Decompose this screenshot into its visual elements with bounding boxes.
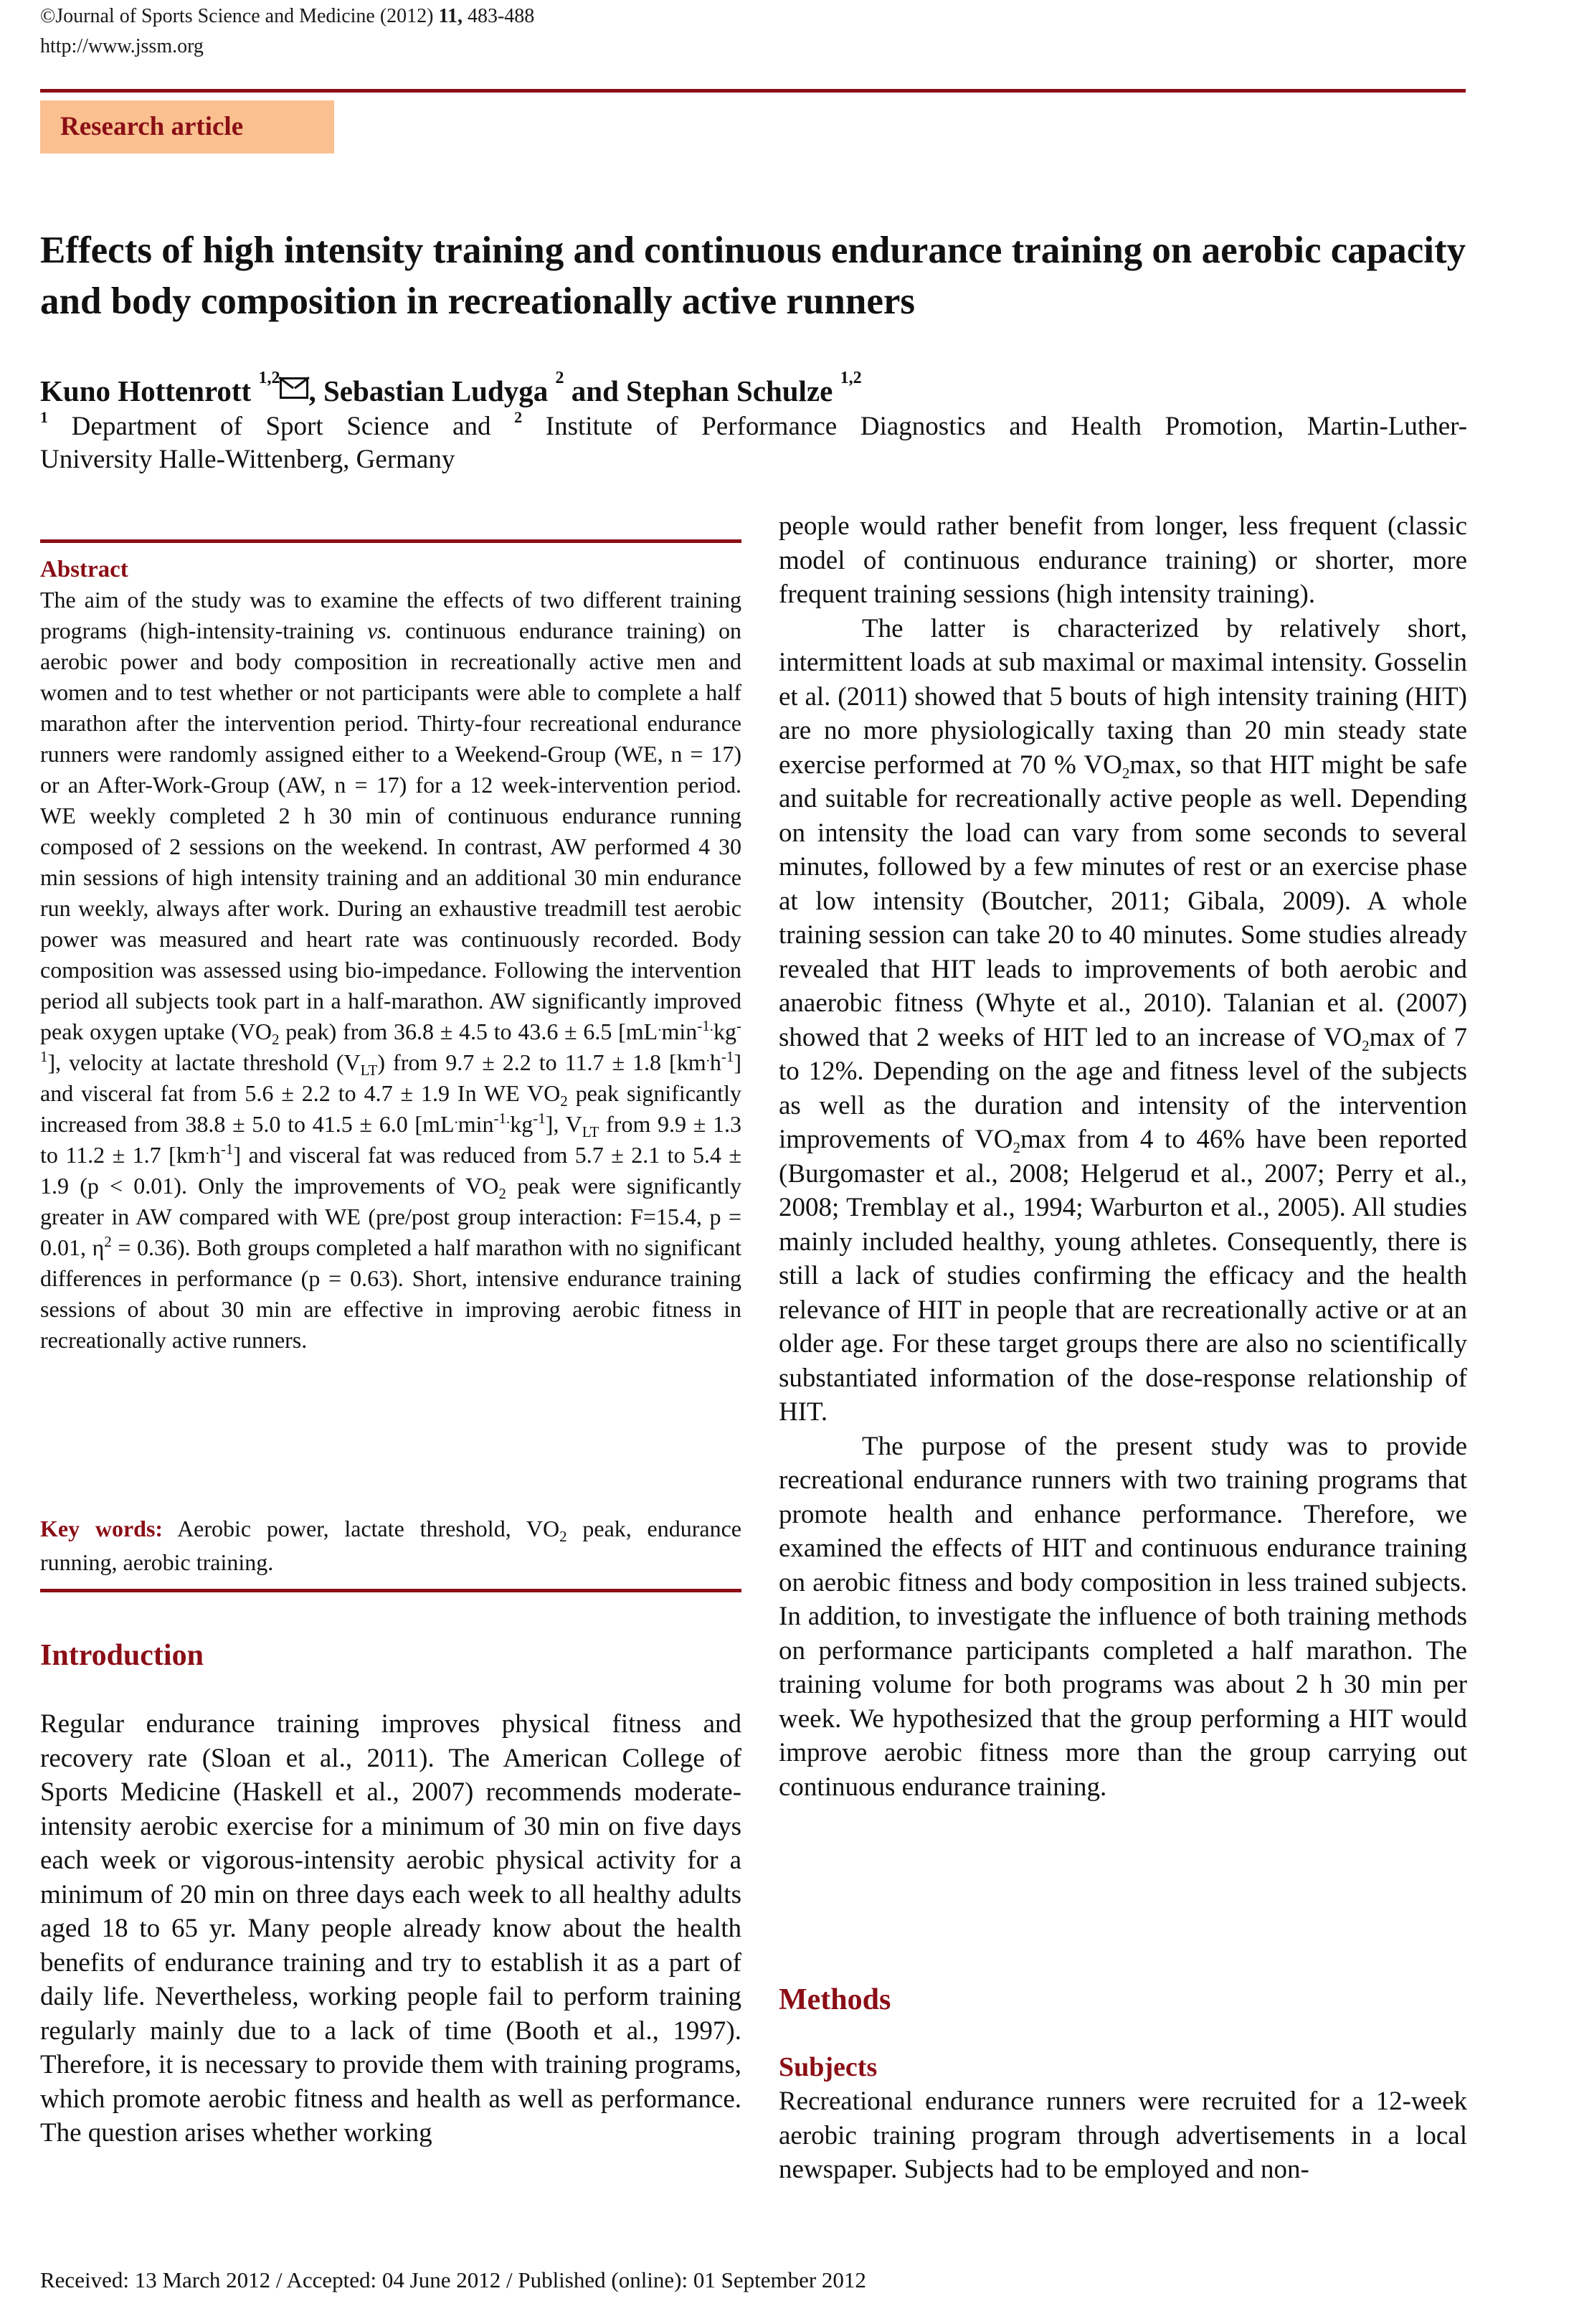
affil-text: Department of Sport Science and (71, 412, 491, 441)
subjects-subheading: Subjects (779, 2052, 878, 2082)
methods-heading: Methods (779, 1983, 891, 2016)
journal-citation (40, 4, 534, 29)
affiliation-line (40, 410, 1467, 443)
introduction-text-left (40, 1707, 741, 2150)
introduction-text-right (779, 509, 1467, 1804)
affil-number: 2 (514, 408, 523, 426)
author-separator: , (308, 374, 323, 407)
publication-dates: Received: 13 March 2012 / Accepted: 04 June 2012 / Published (online): 01 September 2012 (40, 2267, 866, 2292)
header-divider (40, 89, 1466, 93)
affiliation-line-2: University Halle-Wittenberg, Germany (40, 445, 455, 474)
journal-url[interactable]: http://www.jssm.org (40, 35, 204, 57)
intro-paragraph: Regular endurance training improves physical fitness and recovery rate (Sloan et al., 2011). The American College of Sports Medicine (Haskell et al., 2007) recommends moderate-intensity aerobic exercise for a minimum of 30 min on five days each week or vigorous-intensity aerobic physical activity for a minimum of 20 min on three days each week to all healthy adults aged 18 to 65 yr. Many people already know about the health benefits of endurance training and try to establish it as a part of daily life. Nevertheless, working people fail to perform training regularly mainly due to a lack of time (Booth et al., 1997). Therefore, it is necessary to provide them with training programs, which promote aerobic fitness and health as well as performance. The question arises whether working (40, 1709, 741, 2148)
intro-paragraph: The latter is characterized by relatively short, intermittent loads at sub maximal or maximal intensity. Gosselin et al. (2011) showed that 5 bouts of high intensity training (HIT) are no more physiologically taxing than 20 min steady state exercise performed at 70 % $VO_2\max$, so that HIT might be safe and suitable for recreationally active people as well. Depending on intensity the load can vary from some seconds to several minutes, followed by a few minutes of rest or an exercise phase at low intensity (Boutcher, 2011; Gibala, 2009). A whole training session can take 20 to 40 minutes. Some studies already revealed that HIT leads to improvements of both aerobic and anaerobic fitness (Whyte et al., 2010). Talanian et al. (2007) showed that 2 weeks of HIT led to an increase of $VO_2\max$ of 7 to 12%. Depending on the age and fitness level of the subjects as well as the duration and intensity of the intervention improvements of $VO_2\max$ from 4 to 46% have been reported (Burgomaster et al., 2008; Helgerud et al., 2007; Perry et al., 2008; Tremblay et al., 1994; Warburton et al., 2005). All studies mainly included healthy, young athletes. Consequently, there is still a lack of studies confirming the efficacy and the health relevance of HIT in people that are recreationally active or at an older age. For these target groups there are also no scientifically substantiated information of the dose-response relationship of HIT. (779, 613, 1467, 1427)
abstract-top-rule (40, 539, 741, 543)
author-affil-sup: 2 (555, 369, 564, 387)
intro-paragraph-continued: people would rather benefit from longer, less frequent (classic model of continuous endurance training) or shorter, more frequent training sessions (high intensity training). (779, 511, 1467, 609)
journal-pages: 483-488 (467, 5, 535, 27)
article-title: Effects of high intensity training and continuous endurance training on aerobic capacity and body composition in recreationally active runners (40, 230, 1466, 322)
author-affil-sup: 1,2 (840, 369, 862, 387)
journal-volume: 11, (438, 5, 463, 27)
author-name: Stephan Schulze (626, 374, 833, 407)
author-name: Kuno Hottenrott (40, 374, 252, 407)
abstract-heading: Abstract (40, 557, 128, 582)
affil-number: 1 (40, 408, 48, 426)
introduction-heading: Introduction (40, 1639, 204, 1672)
intro-paragraph: The purpose of the present study was to provide recreational endurance runners with two training programs that promote health and enhance performance. Therefore, we examined the effects of HIT and continuous endurance training on aerobic fitness and body composition in less trained subjects. In addition, to investigate the influence of both training methods on performance participants completed a half marathon. The training volume for both programs was about 2 h 30 min per week. We hypothesized that the group performing a HIT would improve aerobic fitness more than the group carrying out continuous endurance training. (779, 1431, 1467, 1802)
affil-text: Institute of Performance Diagnostics and Health Promotion, Martin-Luther- (545, 412, 1468, 441)
methods-paragraph: Recreational endurance runners were recruited for a 12-week aerobic training program through advertisements in a local newspaper. Subjects had to be employed and non- (779, 2087, 1467, 2184)
keywords-label: Key words: (40, 1516, 163, 1541)
methods-text (779, 2084, 1467, 2187)
author-list (40, 369, 1467, 410)
author-name: Sebastian Ludyga (323, 374, 549, 407)
abstract-bottom-rule (40, 1589, 741, 1592)
author-separator: and (564, 374, 627, 407)
author-affil-sup: 1,2 (258, 369, 280, 387)
email-envelope-icon[interactable] (280, 377, 308, 399)
abstract-body: The aim of the study was to examine the effects of two different training programs (high-intensity-training vs. continuous endurance training) on aerobic power and body composition in recreationally active men and women and to test whether or not participants were able to complete a half marathon after the intervention period. Thirty-four recreational endurance runners were randomly assigned either to a Weekend-Group (WE, n = 17) or an After-Work-Group (AW, n = 17) for a 12 week-intervention period. WE weekly completed 2 h 30 min of continuous endurance running composed of 2 sessions on the weekend. In contrast, AW performed 4 30 min sessions of high intensity training and an additional 30 min endurance run weekly, always after work. During an exhaustive treadmill test aerobic power was measured and heart rate was continuously recorded. Body composition was assessed using bio-impedance. Following the intervention period all subjects took part in a half-marathon. AW significantly improved peak oxygen uptake ($VO_2$ peak) from 36.8 ± 4.5 to 43.6 ± 6.5 $[mL^.\min^{-1.}kg^{-1}]$, velocity at lactate threshold $(V_{LT})$ from 9.7 ± 2.2 to 11.7 ± 1.8 $[km^.h^{-1}]$ and visceral fat from 5.6 ± 2.2 to 4.7 ± 1.9 In WE $VO_2$ peak significantly increased from 38.8 ± 5.0 to 41.5 ± 6.0 $[mL^.\min^{-1.}kg^{-1}]$, $V_{LT}$ from 9.9 ± 1.3 to 11.2 ± 1.7 $[km^.h^{-1}]$ and visceral fat was reduced from 5.7 ± 2.1 to 5.4 ± 1.9 (p < 0.01). Only the improvements of $VO_2$ peak were significantly greater in AW compared with WE (pre/post group interaction: F=15.4, p = 0.01, $\eta^2 = 0.36$). Both groups completed a half marathon with no significant differences in performance (p = 0.63). Short, intensive endurance training sessions of about 30 min are effective in improving aerobic fitness in recreationally active runners. (40, 587, 742, 1353)
keywords: Key words: Aerobic power, lactate threshold, $VO_2$ peak, endurance running, aerobic training. (40, 1516, 742, 1575)
article-type-badge: Research article (40, 100, 334, 153)
journal-name: ©Journal of Sports Science and Medicine (2012) (40, 5, 434, 27)
